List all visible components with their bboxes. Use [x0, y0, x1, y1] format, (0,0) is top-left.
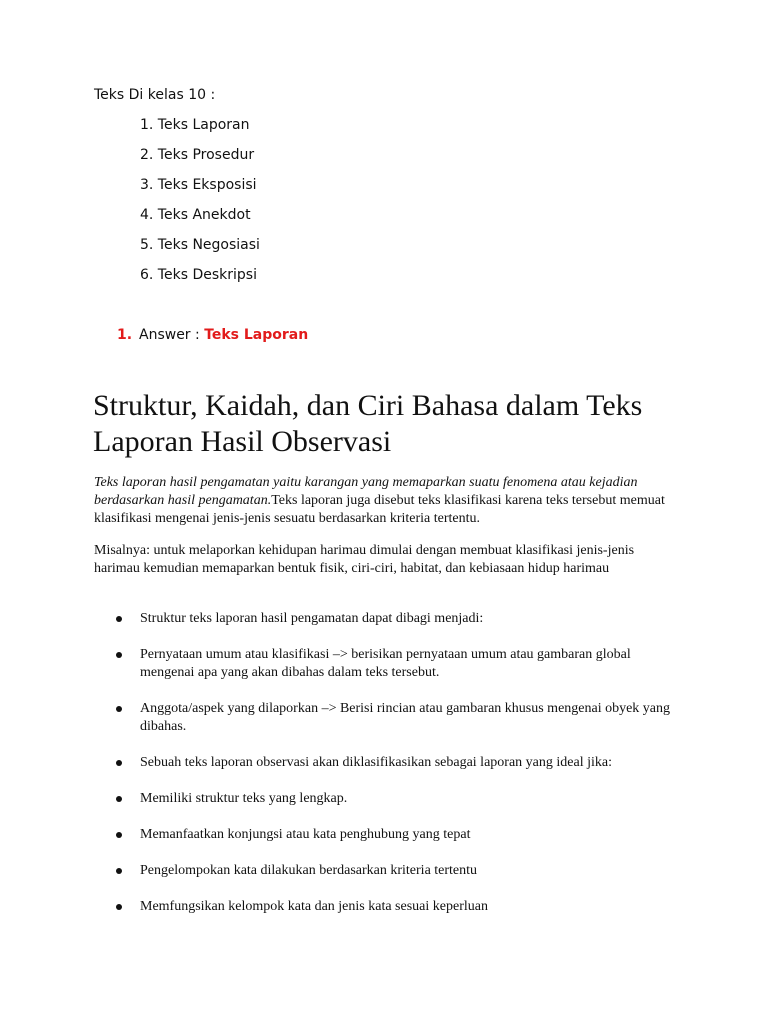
definition-normal: Teks laporan juga disebut teks klasifikasi karena teks tersebut memuat klasifikasi mengenai jenis-jenis sesuatu berdasarkan kriteria tertentu. — [94, 493, 665, 526]
bullet-icon — [116, 616, 122, 622]
bullet-text: Sebuah teks laporan observasi akan diklasifikasikan sebagai laporan yang ideal jika: — [140, 755, 612, 770]
bullet-text: Memfungsikan kelompok kata dan jenis kata sesuai keperluan — [140, 899, 488, 914]
bullet-text: Struktur teks laporan hasil pengamatan dapat dibagi menjadi: — [140, 611, 484, 626]
list-item: 1. Teks Laporan — [140, 117, 250, 133]
bullet-icon — [116, 706, 122, 712]
answer-line — [117, 326, 308, 344]
page-title: Struktur, Kaidah, dan Ciri Bahasa dalam Teks Laporan Hasil Observasi — [93, 389, 643, 458]
bullet-icon — [116, 868, 122, 874]
bullet-text: Pernyataan umum atau klasifikasi –> berisikan pernyataan umum atau gambaran global mengenai apa yang akan dibahas dalam teks tersebut. — [140, 647, 631, 680]
answer-number: 1. — [117, 327, 133, 343]
text-types-list — [140, 116, 260, 296]
bullet-text: Anggota/aspek yang dilaporkan –> Berisi rincian atau gambaran khusus mengenai obyek yang dibahas. — [140, 701, 671, 734]
list-item: 2. Teks Prosedur — [140, 147, 255, 163]
bullet-text: Pengelompokan kata dilakukan berdasarkan kriteria tertentu — [140, 863, 478, 878]
bullet-text: Memanfaatkan konjungsi atau kata penghubung yang tepat — [140, 827, 471, 842]
definition-italic: Teks laporan hasil pengamatan yaitu karangan yang memaparkan suatu fenomena atau kejadian berdasarkan hasil pengamatan. — [94, 475, 638, 508]
intro-line: Teks Di kelas 10 : — [94, 87, 216, 103]
bullet-item — [94, 826, 684, 844]
structure-bullet-list — [94, 610, 684, 934]
bullet-item — [94, 646, 684, 682]
bullet-icon — [116, 760, 122, 766]
bullet-item — [94, 790, 684, 808]
list-item: 4. Teks Anekdot — [140, 207, 251, 223]
definition-paragraph — [94, 474, 682, 528]
example-paragraph: Misalnya: untuk melaporkan kehidupan harimau dimulai dengan membuat klasifikasi jenis-jenis harimau kemudian memaparkan bentuk fisik, ciri-ciri, habitat, dan kebiasaan hidup harimau — [94, 543, 635, 576]
bullet-item — [94, 862, 684, 880]
bullet-icon — [116, 832, 122, 838]
answer-label: Answer : — [139, 327, 205, 343]
bullet-icon — [116, 796, 122, 802]
bullet-icon — [116, 652, 122, 658]
answer-value: Teks Laporan — [204, 327, 309, 343]
list-item: 3. Teks Eksposisi — [140, 177, 257, 193]
list-item: 5. Teks Negosiasi — [140, 237, 260, 253]
bullet-icon — [116, 904, 122, 910]
list-item: 6. Teks Deskripsi — [140, 267, 257, 283]
bullet-item — [94, 700, 684, 736]
bullet-item — [94, 754, 684, 772]
bullet-item — [94, 610, 684, 628]
bullet-text: Memiliki struktur teks yang lengkap. — [140, 791, 348, 806]
bullet-item — [94, 898, 684, 916]
